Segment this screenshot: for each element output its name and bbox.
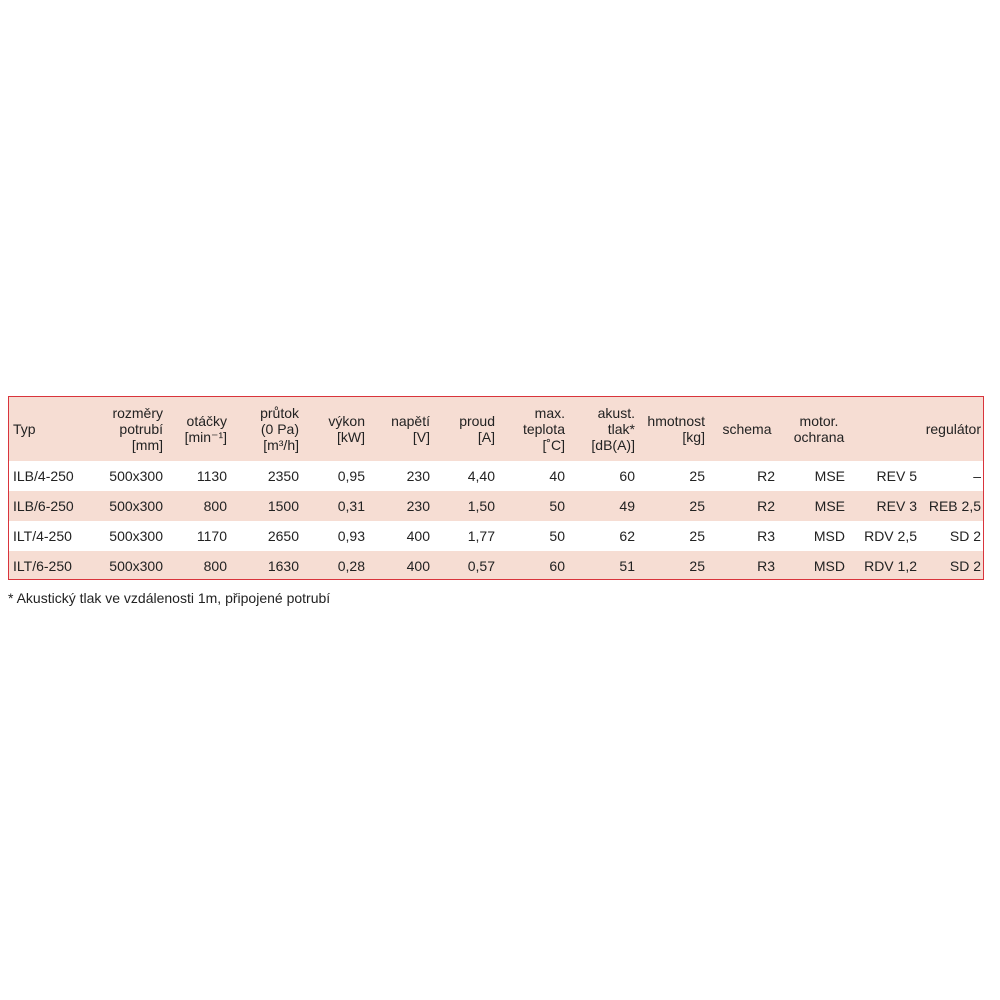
header-vykon: výkon [kW] xyxy=(328,413,365,445)
cell-vykon: 0,31 xyxy=(337,498,365,514)
cell-prutok: 2650 xyxy=(267,528,299,544)
cell-tlak: 62 xyxy=(619,528,635,544)
table-row xyxy=(9,461,983,491)
cell-vykon: 0,93 xyxy=(337,528,365,544)
cell-regulator-2: – xyxy=(973,468,981,484)
cell-proud: 4,40 xyxy=(467,468,495,484)
footnote: * Akustický tlak ve vzdálenosti 1m, připojené potrubí xyxy=(8,590,331,606)
cell-otacky: 800 xyxy=(203,498,227,514)
cell-napeti: 230 xyxy=(406,498,430,514)
header-otacky: otáčky [min⁻¹] xyxy=(184,413,227,445)
cell-ochrana: MSE xyxy=(814,498,845,514)
header-hmotnost: hmotnost [kg] xyxy=(647,413,705,445)
cell-ochrana: MSE xyxy=(814,468,845,484)
cell-napeti: 230 xyxy=(406,468,430,484)
cell-regulator-2: REB 2,5 xyxy=(928,498,981,514)
cell-prutok: 1500 xyxy=(267,498,299,514)
header-teplota: max. teplota [˚C] xyxy=(522,405,565,453)
header-tlak: akust. tlak* [dB(A)] xyxy=(591,405,635,453)
cell-vykon: 0,95 xyxy=(337,468,365,484)
header-napeti: napětí [V] xyxy=(391,413,430,445)
header-schema: schema xyxy=(722,421,772,437)
cell-rozmery: 500x300 xyxy=(109,468,163,484)
table-header-row xyxy=(9,397,983,461)
table-row xyxy=(9,491,983,521)
cell-proud: 0,57 xyxy=(467,558,495,574)
cell-prutok: 2350 xyxy=(267,468,299,484)
cell-napeti: 400 xyxy=(406,528,430,544)
cell-regulator-1: REV 5 xyxy=(876,468,917,484)
cell-hmotnost: 25 xyxy=(689,558,705,574)
header-proud: proud [A] xyxy=(459,413,495,445)
cell-prutok: 1630 xyxy=(267,558,299,574)
cell-typ: ILB/6-250 xyxy=(13,498,74,514)
cell-napeti: 400 xyxy=(406,558,430,574)
cell-teplota: 50 xyxy=(549,498,565,514)
header-regulator: regulátor xyxy=(925,421,981,437)
cell-otacky: 1130 xyxy=(196,468,227,484)
cell-vykon: 0,28 xyxy=(337,558,365,574)
cell-rozmery: 500x300 xyxy=(109,528,163,544)
header-ochrana: motor. ochrana xyxy=(793,413,845,445)
cell-ochrana: MSD xyxy=(813,528,845,544)
cell-tlak: 51 xyxy=(619,558,635,574)
cell-regulator-2: SD 2 xyxy=(949,558,981,574)
cell-hmotnost: 25 xyxy=(689,498,705,514)
specification-table xyxy=(8,396,984,580)
header-rozmery: rozměry potrubí [mm] xyxy=(112,405,163,453)
cell-teplota: 50 xyxy=(549,528,565,544)
cell-otacky: 800 xyxy=(203,558,227,574)
cell-proud: 1,50 xyxy=(467,498,495,514)
cell-regulator-1: RDV 2,5 xyxy=(864,528,917,544)
cell-schema: R3 xyxy=(757,558,775,574)
cell-schema: R3 xyxy=(757,528,775,544)
cell-hmotnost: 25 xyxy=(689,468,705,484)
header-prutok: průtok (0 Pa) [m³/h] xyxy=(260,405,299,453)
cell-tlak: 60 xyxy=(619,468,635,484)
cell-teplota: 40 xyxy=(549,468,565,484)
cell-otacky: 1170 xyxy=(196,528,227,544)
table-row xyxy=(9,521,983,551)
cell-typ: ILB/4-250 xyxy=(13,468,74,484)
cell-regulator-1: RDV 1,2 xyxy=(864,558,917,574)
cell-schema: R2 xyxy=(757,468,775,484)
cell-typ: ILT/4-250 xyxy=(13,528,72,544)
cell-hmotnost: 25 xyxy=(689,528,705,544)
cell-rozmery: 500x300 xyxy=(109,498,163,514)
cell-typ: ILT/6-250 xyxy=(13,558,72,574)
cell-schema: R2 xyxy=(757,498,775,514)
header-typ: Typ xyxy=(13,421,36,437)
cell-ochrana: MSD xyxy=(813,558,845,574)
cell-rozmery: 500x300 xyxy=(109,558,163,574)
cell-regulator-2: SD 2 xyxy=(949,528,981,544)
cell-regulator-1: REV 3 xyxy=(876,498,917,514)
cell-tlak: 49 xyxy=(619,498,635,514)
cell-proud: 1,77 xyxy=(467,528,495,544)
table-row xyxy=(9,551,983,580)
cell-teplota: 60 xyxy=(549,558,565,574)
